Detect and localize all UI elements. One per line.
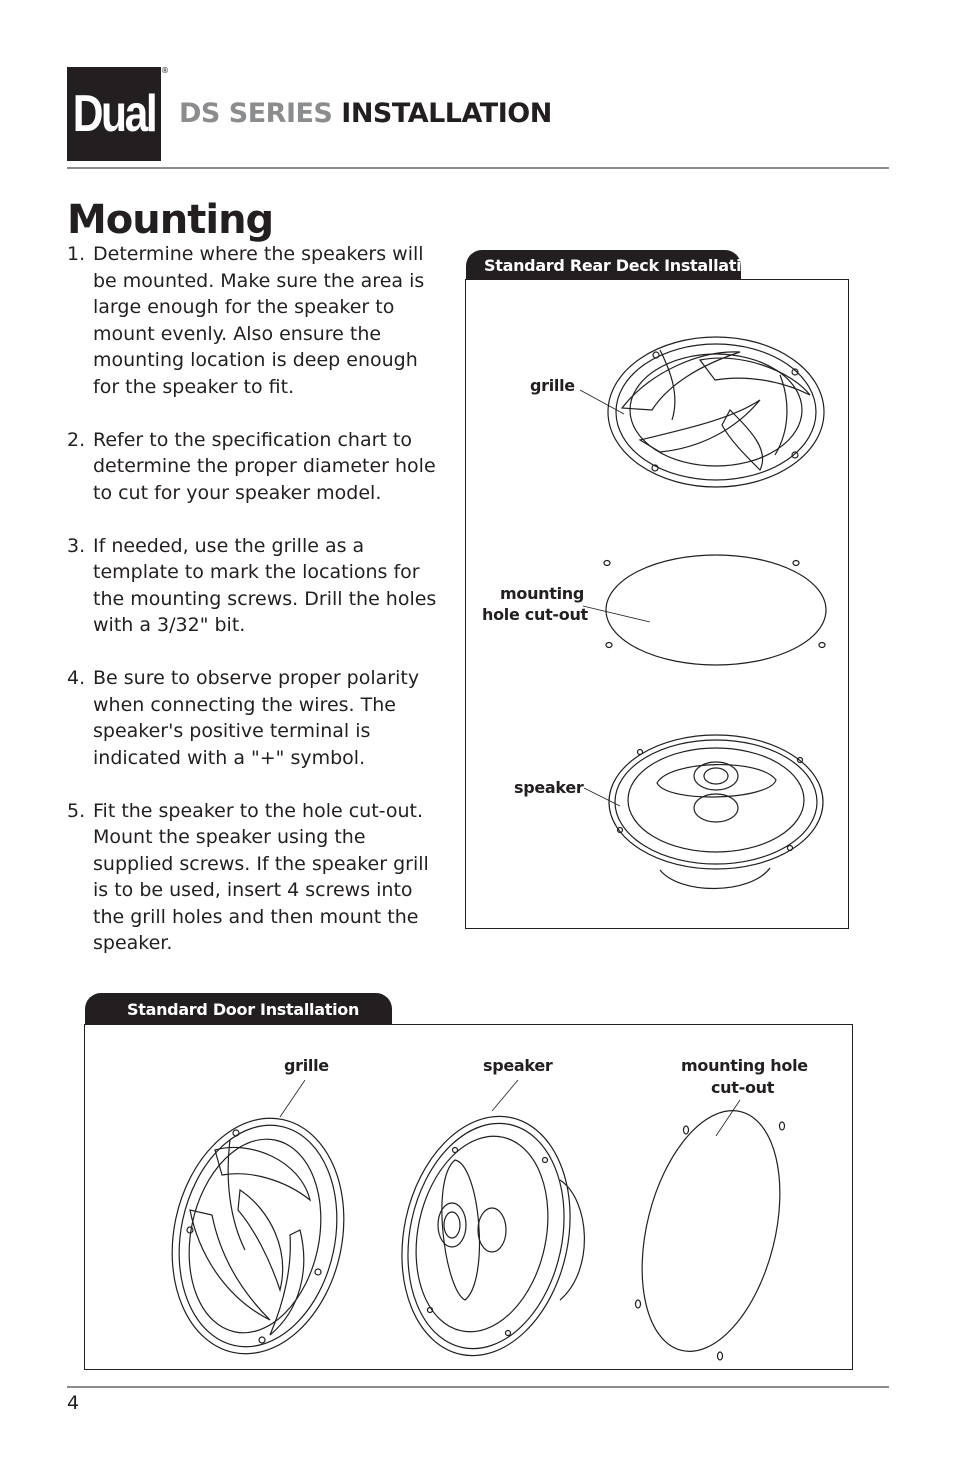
door-grille-illustration: [151, 1080, 365, 1370]
registered-mark: ®: [161, 66, 169, 75]
step-number: 3.: [67, 534, 86, 557]
series-title-dark: INSTALLATION: [341, 98, 552, 129]
page-title: Mounting: [67, 196, 274, 243]
step-text: Determine where the speakers will be mounted. Make sure the area is large enough for the speaker to mount evenly. Also ensure the mounting location is deep enough for the speaker to fit.: [93, 243, 425, 398]
rear-cutout-label-line1: mounting: [500, 584, 585, 603]
footer-rule: [67, 1386, 889, 1388]
door-speaker-label: speaker: [483, 1056, 553, 1075]
door-tab: Standard Door Installation: [85, 993, 392, 1025]
door-speaker-illustration: [381, 1080, 592, 1371]
rear-speaker-illustration: [584, 735, 823, 889]
page-number: 4: [67, 1392, 80, 1414]
step-number: 1.: [67, 243, 86, 265]
step-number: 4.: [67, 667, 86, 689]
door-cutout-label-line2: cut-out: [711, 1078, 775, 1097]
rear-deck-tab: Standard Rear Deck Installation: [466, 250, 741, 280]
step-text: Fit the speaker to the hole cut-out. Mount the speaker using the supplied screws. If the speaker grill is to be used, insert 4 screws into the grill holes and then mount the speaker.: [93, 799, 429, 954]
logo-text: Dual: [72, 85, 156, 143]
rear-cutout-label-line2: hole cut-out: [482, 605, 588, 624]
step-text: Be sure to observe proper polarity when connecting the wires. The speaker's positive terminal is indicated with a "+" symbol.: [93, 667, 420, 769]
step-text: Refer to the specification chart to determine the proper diameter hole to cut for your speaker model.: [93, 428, 436, 504]
series-title-gray: DS SERIES: [179, 98, 333, 129]
rear-grille-illustration: [580, 337, 824, 487]
door-cutout-label-line1: mounting hole: [681, 1056, 808, 1075]
rear-grille-label: grille: [530, 376, 575, 395]
door-grille-label: grille: [284, 1056, 329, 1075]
rear-speaker-label: speaker: [514, 778, 584, 797]
step-number: 5.: [67, 799, 86, 822]
door-cutout-illustration: [619, 1096, 803, 1366]
step-number: 2.: [67, 428, 86, 451]
step-text: If needed, use the grille as a template to mark the locations for the mounting screws. Drill the holes with a 3/32" bit.: [93, 534, 437, 636]
rear-cutout-illustration: [583, 555, 826, 665]
